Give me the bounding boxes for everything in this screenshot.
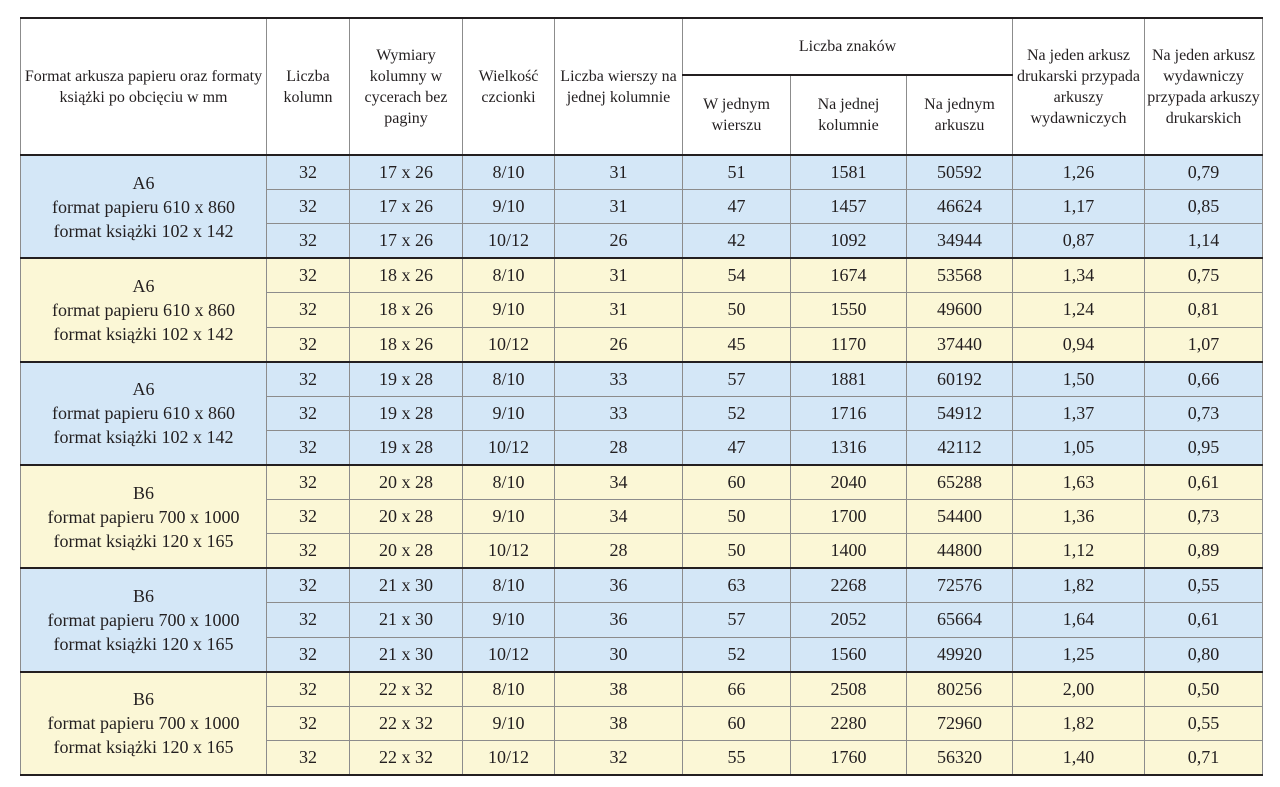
- table-group: [21, 568, 1263, 671]
- format-cell: [21, 258, 267, 361]
- cell-columns: 32: [267, 568, 350, 603]
- cell-print-per-pub: 0,55: [1145, 568, 1263, 603]
- cell-chars-sheet: 34944: [907, 224, 1013, 259]
- header-format: Format arkusza papieru oraz formaty książki po obcięciu w mm: [21, 18, 267, 155]
- cell-pub-per-print: 1,17: [1013, 190, 1145, 224]
- cell-chars-sheet: 56320: [907, 740, 1013, 775]
- cell-chars-sheet: 50592: [907, 155, 1013, 190]
- cell-chars-line: 47: [683, 430, 791, 465]
- cell-dimensions: 20 x 28: [350, 534, 463, 569]
- cell-print-per-pub: 0,95: [1145, 430, 1263, 465]
- cell-chars-sheet: 49920: [907, 637, 1013, 672]
- table-group: [21, 155, 1263, 258]
- cell-lines: 33: [555, 362, 683, 397]
- cell-lines: 38: [555, 672, 683, 707]
- cell-pub-per-print: 0,94: [1013, 327, 1145, 362]
- header-columns: Liczba kolumn: [267, 18, 350, 155]
- format-line: A6: [132, 172, 155, 193]
- table-row: [21, 155, 1263, 190]
- cell-chars-column: 1092: [791, 224, 907, 259]
- format-line: format papieru 700 x 1000: [47, 609, 240, 630]
- cell-pub-per-print: 1,82: [1013, 568, 1145, 603]
- cell-lines: 36: [555, 603, 683, 637]
- cell-chars-sheet: 54400: [907, 500, 1013, 534]
- cell-print-per-pub: 0,50: [1145, 672, 1263, 707]
- cell-print-per-pub: 0,66: [1145, 362, 1263, 397]
- cell-chars-column: 1170: [791, 327, 907, 362]
- cell-pub-per-print: 1,64: [1013, 603, 1145, 637]
- cell-pub-per-print: 1,34: [1013, 258, 1145, 293]
- format-cell: [21, 465, 267, 568]
- format-cell: [21, 362, 267, 465]
- cell-lines: 34: [555, 465, 683, 500]
- header-chars-line: W jednym wierszu: [683, 75, 791, 155]
- cell-lines: 28: [555, 534, 683, 569]
- header-font-size: Wielkość czcionki: [463, 18, 555, 155]
- cell-columns: 32: [267, 293, 350, 327]
- cell-print-per-pub: 1,07: [1145, 327, 1263, 362]
- cell-chars-line: 63: [683, 568, 791, 603]
- format-line: B6: [132, 482, 154, 503]
- format-line: format papieru 610 x 860: [52, 196, 235, 217]
- cell-columns: 32: [267, 190, 350, 224]
- cell-chars-sheet: 42112: [907, 430, 1013, 465]
- table-row: [21, 568, 1263, 603]
- cell-chars-line: 42: [683, 224, 791, 259]
- cell-lines: 30: [555, 637, 683, 672]
- cell-chars-line: 47: [683, 190, 791, 224]
- cell-chars-column: 2040: [791, 465, 907, 500]
- cell-chars-line: 50: [683, 534, 791, 569]
- cell-dimensions: 22 x 32: [350, 740, 463, 775]
- format-line: B6: [132, 585, 154, 606]
- cell-dimensions: 21 x 30: [350, 568, 463, 603]
- cell-font-size: 10/12: [463, 327, 555, 362]
- cell-font-size: 8/10: [463, 568, 555, 603]
- format-line: format książki 102 x 142: [53, 323, 234, 344]
- cell-lines: 26: [555, 327, 683, 362]
- cell-print-per-pub: 0,73: [1145, 500, 1263, 534]
- cell-lines: 34: [555, 500, 683, 534]
- cell-chars-column: 2508: [791, 672, 907, 707]
- cell-chars-column: 1457: [791, 190, 907, 224]
- cell-chars-line: 60: [683, 706, 791, 740]
- cell-columns: 32: [267, 258, 350, 293]
- cell-chars-line: 50: [683, 293, 791, 327]
- table-row: [21, 362, 1263, 397]
- cell-chars-sheet: 46624: [907, 190, 1013, 224]
- table-header: [21, 18, 1263, 155]
- header-chars-sheet: Na jednym arkuszu: [907, 75, 1013, 155]
- cell-print-per-pub: 0,73: [1145, 396, 1263, 430]
- format-line: B6: [132, 689, 154, 710]
- cell-dimensions: 17 x 26: [350, 155, 463, 190]
- cell-font-size: 8/10: [463, 465, 555, 500]
- cell-columns: 32: [267, 637, 350, 672]
- cell-chars-column: 1560: [791, 637, 907, 672]
- header-print-per-pub: Na jeden arkusz wydawniczy przypada arkuszy drukarskich: [1145, 18, 1263, 155]
- cell-dimensions: 19 x 28: [350, 362, 463, 397]
- cell-font-size: 8/10: [463, 672, 555, 707]
- cell-pub-per-print: 1,05: [1013, 430, 1145, 465]
- table-row: [21, 258, 1263, 293]
- cell-lines: 28: [555, 430, 683, 465]
- cell-chars-sheet: 65664: [907, 603, 1013, 637]
- cell-columns: 32: [267, 740, 350, 775]
- cell-columns: 32: [267, 534, 350, 569]
- cell-lines: 38: [555, 706, 683, 740]
- cell-pub-per-print: 1,36: [1013, 500, 1145, 534]
- cell-print-per-pub: 0,61: [1145, 465, 1263, 500]
- cell-pub-per-print: 1,24: [1013, 293, 1145, 327]
- cell-chars-column: 1550: [791, 293, 907, 327]
- cell-lines: 33: [555, 396, 683, 430]
- cell-print-per-pub: 0,55: [1145, 706, 1263, 740]
- table-row: [21, 465, 1263, 500]
- table-group: [21, 672, 1263, 775]
- cell-pub-per-print: 1,26: [1013, 155, 1145, 190]
- cell-lines: 31: [555, 293, 683, 327]
- cell-dimensions: 20 x 28: [350, 465, 463, 500]
- cell-chars-line: 50: [683, 500, 791, 534]
- cell-chars-line: 54: [683, 258, 791, 293]
- cell-lines: 32: [555, 740, 683, 775]
- cell-chars-sheet: 49600: [907, 293, 1013, 327]
- cell-chars-sheet: 65288: [907, 465, 1013, 500]
- cell-columns: 32: [267, 155, 350, 190]
- header-lines: Liczba wierszy na jednej kolumnie: [555, 18, 683, 155]
- cell-chars-line: 52: [683, 637, 791, 672]
- cell-columns: 32: [267, 706, 350, 740]
- cell-chars-column: 1700: [791, 500, 907, 534]
- cell-font-size: 9/10: [463, 500, 555, 534]
- cell-pub-per-print: 2,00: [1013, 672, 1145, 707]
- format-line: format książki 102 x 142: [53, 220, 234, 241]
- format-line: format papieru 700 x 1000: [47, 506, 240, 527]
- cell-dimensions: 19 x 28: [350, 396, 463, 430]
- cell-chars-column: 2268: [791, 568, 907, 603]
- table-group: [21, 465, 1263, 568]
- cell-font-size: 9/10: [463, 396, 555, 430]
- cell-font-size: 9/10: [463, 293, 555, 327]
- cell-columns: 32: [267, 500, 350, 534]
- header-chars-group: Liczba znaków: [683, 18, 1013, 75]
- cell-chars-sheet: 54912: [907, 396, 1013, 430]
- cell-print-per-pub: 0,89: [1145, 534, 1263, 569]
- cell-font-size: 8/10: [463, 258, 555, 293]
- cell-font-size: 8/10: [463, 362, 555, 397]
- cell-chars-sheet: 72960: [907, 706, 1013, 740]
- cell-pub-per-print: 1,63: [1013, 465, 1145, 500]
- cell-chars-line: 60: [683, 465, 791, 500]
- cell-chars-line: 57: [683, 603, 791, 637]
- cell-chars-column: 1400: [791, 534, 907, 569]
- cell-font-size: 9/10: [463, 603, 555, 637]
- cell-dimensions: 20 x 28: [350, 500, 463, 534]
- cell-chars-line: 66: [683, 672, 791, 707]
- cell-chars-line: 57: [683, 362, 791, 397]
- format-line: A6: [132, 275, 155, 296]
- cell-chars-column: 1316: [791, 430, 907, 465]
- cell-columns: 32: [267, 362, 350, 397]
- format-line: format książki 120 x 165: [53, 633, 234, 654]
- cell-print-per-pub: 1,14: [1145, 224, 1263, 259]
- cell-columns: 32: [267, 430, 350, 465]
- cell-chars-sheet: 60192: [907, 362, 1013, 397]
- cell-columns: 32: [267, 224, 350, 259]
- format-line: format książki 120 x 165: [53, 530, 234, 551]
- cell-dimensions: 21 x 30: [350, 637, 463, 672]
- cell-chars-line: 55: [683, 740, 791, 775]
- cell-lines: 36: [555, 568, 683, 603]
- cell-chars-column: 1674: [791, 258, 907, 293]
- cell-dimensions: 18 x 26: [350, 258, 463, 293]
- cell-lines: 31: [555, 258, 683, 293]
- paper-format-table: [20, 17, 1263, 776]
- cell-pub-per-print: 1,37: [1013, 396, 1145, 430]
- cell-chars-sheet: 80256: [907, 672, 1013, 707]
- cell-pub-per-print: 1,40: [1013, 740, 1145, 775]
- format-line: format książki 102 x 142: [53, 427, 234, 448]
- cell-lines: 26: [555, 224, 683, 259]
- cell-lines: 31: [555, 190, 683, 224]
- table-group: [21, 362, 1263, 465]
- format-cell: [21, 568, 267, 671]
- cell-print-per-pub: 0,81: [1145, 293, 1263, 327]
- cell-chars-sheet: 72576: [907, 568, 1013, 603]
- cell-chars-sheet: 44800: [907, 534, 1013, 569]
- cell-chars-column: 2052: [791, 603, 907, 637]
- cell-print-per-pub: 0,79: [1145, 155, 1263, 190]
- cell-pub-per-print: 1,50: [1013, 362, 1145, 397]
- cell-dimensions: 21 x 30: [350, 603, 463, 637]
- cell-print-per-pub: 0,61: [1145, 603, 1263, 637]
- cell-chars-column: 1881: [791, 362, 907, 397]
- cell-chars-sheet: 37440: [907, 327, 1013, 362]
- cell-print-per-pub: 0,80: [1145, 637, 1263, 672]
- format-cell: [21, 155, 267, 258]
- cell-dimensions: 19 x 28: [350, 430, 463, 465]
- cell-print-per-pub: 0,85: [1145, 190, 1263, 224]
- cell-dimensions: 18 x 26: [350, 293, 463, 327]
- table-group: [21, 258, 1263, 361]
- cell-font-size: 10/12: [463, 224, 555, 259]
- cell-chars-line: 52: [683, 396, 791, 430]
- cell-print-per-pub: 0,75: [1145, 258, 1263, 293]
- header-pub-per-print: Na jeden arkusz drukarski przypada arkuszy wydawniczych: [1013, 18, 1145, 155]
- cell-pub-per-print: 0,87: [1013, 224, 1145, 259]
- cell-chars-column: 1760: [791, 740, 907, 775]
- format-line: format papieru 610 x 860: [52, 403, 235, 424]
- cell-dimensions: 18 x 26: [350, 327, 463, 362]
- cell-chars-column: 2280: [791, 706, 907, 740]
- cell-font-size: 10/12: [463, 534, 555, 569]
- cell-chars-column: 1581: [791, 155, 907, 190]
- cell-font-size: 10/12: [463, 637, 555, 672]
- format-line: A6: [132, 379, 155, 400]
- format-line: format papieru 700 x 1000: [47, 713, 240, 734]
- cell-pub-per-print: 1,12: [1013, 534, 1145, 569]
- format-line: format papieru 610 x 860: [52, 299, 235, 320]
- cell-font-size: 8/10: [463, 155, 555, 190]
- cell-columns: 32: [267, 465, 350, 500]
- cell-pub-per-print: 1,25: [1013, 637, 1145, 672]
- cell-dimensions: 17 x 26: [350, 190, 463, 224]
- cell-pub-per-print: 1,82: [1013, 706, 1145, 740]
- cell-dimensions: 22 x 32: [350, 706, 463, 740]
- cell-chars-line: 51: [683, 155, 791, 190]
- cell-font-size: 10/12: [463, 430, 555, 465]
- format-line: format książki 120 x 165: [53, 737, 234, 758]
- header-chars-column: Na jednej kolumnie: [791, 75, 907, 155]
- cell-dimensions: 22 x 32: [350, 672, 463, 707]
- cell-columns: 32: [267, 396, 350, 430]
- cell-dimensions: 17 x 26: [350, 224, 463, 259]
- cell-font-size: 10/12: [463, 740, 555, 775]
- format-cell: [21, 672, 267, 775]
- header-dimensions: Wymiary kolumny w cycerach bez paginy: [350, 18, 463, 155]
- cell-font-size: 9/10: [463, 706, 555, 740]
- cell-columns: 32: [267, 327, 350, 362]
- cell-font-size: 9/10: [463, 190, 555, 224]
- cell-chars-column: 1716: [791, 396, 907, 430]
- cell-columns: 32: [267, 603, 350, 637]
- cell-print-per-pub: 0,71: [1145, 740, 1263, 775]
- cell-columns: 32: [267, 672, 350, 707]
- table-row: [21, 672, 1263, 707]
- cell-lines: 31: [555, 155, 683, 190]
- cell-chars-sheet: 53568: [907, 258, 1013, 293]
- cell-chars-line: 45: [683, 327, 791, 362]
